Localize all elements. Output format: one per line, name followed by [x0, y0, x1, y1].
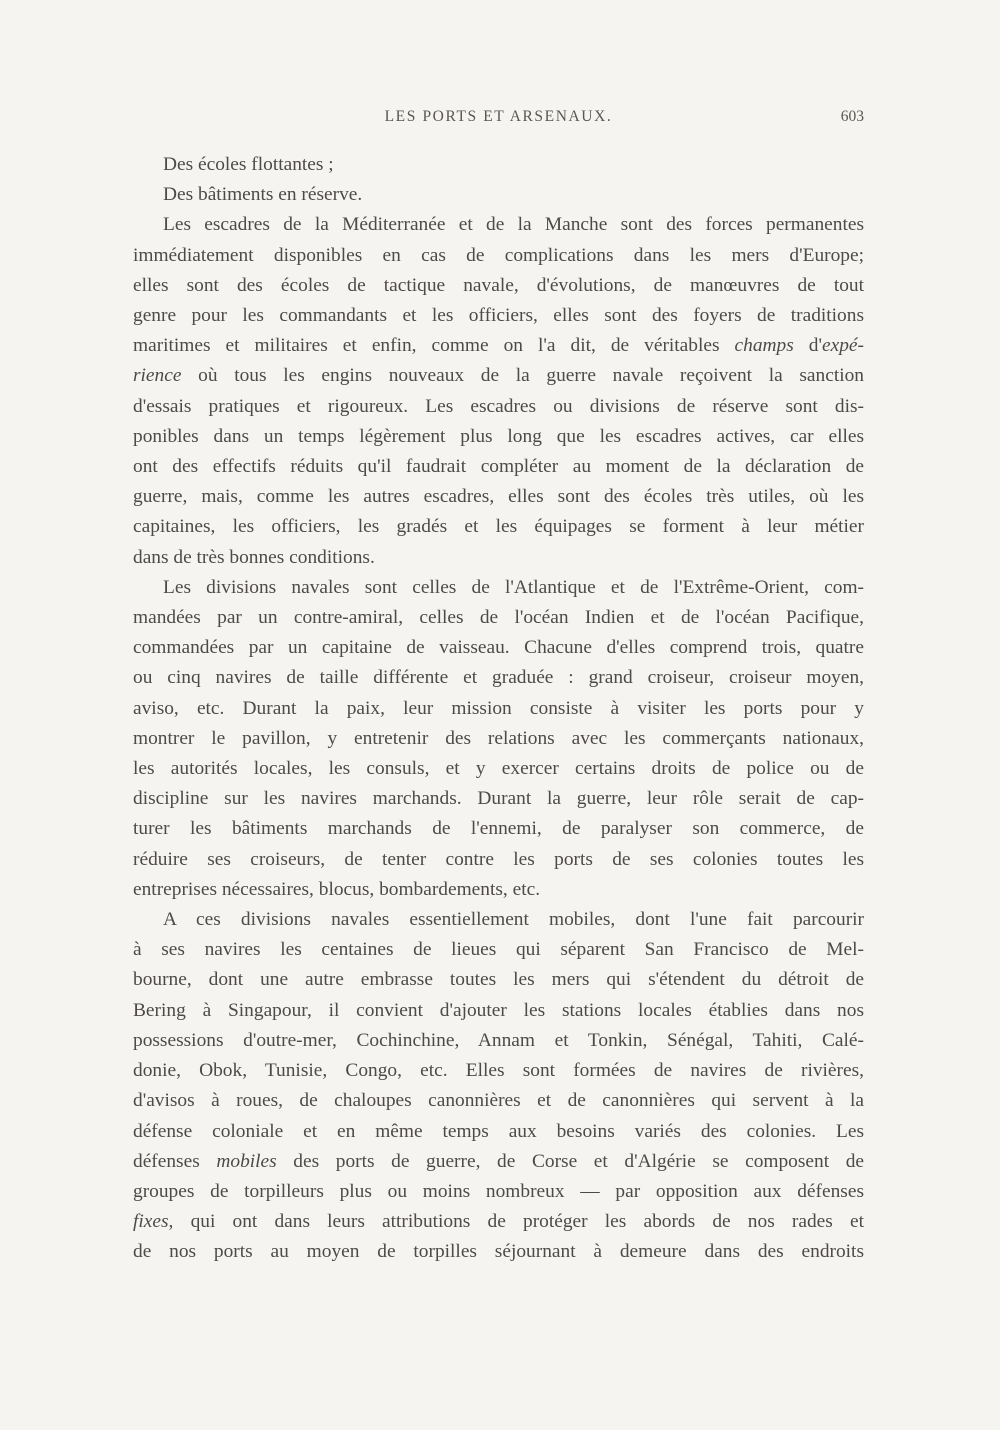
- running-head: [133, 108, 864, 132]
- running-title: LES PORTS ET ARSENAUX.: [384, 108, 613, 125]
- text-line: Bering à Singapour, il convient d'ajouter les stations locales établies dans nos: [133, 999, 864, 1021]
- text-line: elles sont des écoles de tactique navale, d'évolutions, de manœuvres de tout: [133, 274, 864, 296]
- text-line: bourne, dont une autre embrasse toutes les mers qui s'étendent du détroit de: [133, 969, 864, 991]
- paragraph-escadres: [133, 210, 864, 572]
- text-line: les autorités locales, les consuls, et y exercer certains droits de police ou de: [133, 758, 864, 780]
- text-line: [133, 1147, 864, 1177]
- text-line: A ces divisions navales essentiellement mobiles, dont l'une fait parcourir: [163, 909, 864, 931]
- text-line: dans de très bonnes conditions.: [133, 546, 375, 568]
- text-line: ponibles dans un temps légèrement plus long que les escadres actives, car elles: [133, 425, 864, 447]
- text-run: , qui ont dans leurs attributions de protéger les abords de nos rades et: [168, 1211, 864, 1233]
- italic-term: fixes: [133, 1211, 169, 1233]
- italic-term: champs: [734, 335, 794, 357]
- text-line: turer les bâtiments marchands de l'ennemi, de paralyser son commerce, de: [133, 818, 864, 840]
- text-line: [133, 331, 864, 361]
- text-run: des ports de guerre, de Corse et d'Algérie se composent de: [276, 1150, 865, 1172]
- paragraph-stations: [133, 905, 864, 1267]
- text-line: d'essais pratiques et rigoureux. Les escadres ou divisions de réserve sont dis-: [133, 395, 864, 417]
- italic-term: expé-: [822, 335, 864, 357]
- text-line: réduire ses croiseurs, de tenter contre les ports de ses colonies toutes les: [133, 848, 864, 870]
- text-line: Les escadres de la Méditerranée et de la Manche sont des forces permanentes: [163, 214, 864, 236]
- text-line: [133, 361, 864, 391]
- text-line: défense coloniale et en même temps aux besoins variés des colonies. Les: [133, 1120, 864, 1142]
- text-line: discipline sur les navires marchands. Durant la guerre, leur rôle serait de cap-: [133, 788, 864, 810]
- paragraph-divisions: [133, 573, 864, 905]
- body-text: [133, 150, 864, 1268]
- text-line: ont des effectifs réduits qu'il faudrait compléter au moment de la déclaration de: [133, 456, 864, 478]
- text-line: ou cinq navires de taille différente et graduée : grand croiseur, croiseur moyen,: [133, 667, 864, 689]
- text-line: d'avisos à roues, de chaloupes canonnières et de canonnières qui servent à la: [133, 1090, 864, 1112]
- text-line: commandées par un capitaine de vaisseau. Chacune d'elles comprend trois, quatre: [133, 637, 864, 659]
- text-run: où tous les engins nouveaux de la guerre navale reçoivent la sanction: [181, 365, 864, 387]
- text-run: d': [793, 335, 822, 357]
- text-line: possessions d'outre-mer, Cochinchine, Annam et Tonkin, Sénégal, Tahiti, Calé-: [133, 1029, 864, 1051]
- text-line: de nos ports au moyen de torpilles séjournant à demeure dans des endroits: [133, 1241, 864, 1263]
- text-line: immédiatement disponibles en cas de complications dans les mers d'Europe;: [133, 244, 864, 266]
- text-line: genre pour les commandants et les officiers, elles sont des foyers de traditions: [133, 305, 864, 327]
- text-line: guerre, mais, comme les autres escadres, elles sont des écoles très utiles, où les: [133, 486, 864, 508]
- text-run: maritimes et militaires et enfin, comme on l'a dit, de véritables: [133, 335, 720, 357]
- page-number: 603: [840, 108, 864, 125]
- text-line: à ses navires les centaines de lieues qui séparent San Francisco de Mel-: [133, 939, 864, 961]
- text-line: entreprises nécessaires, blocus, bombardements, etc.: [133, 878, 541, 900]
- text-line: mandées par un contre-amiral, celles de l'océan Indien et de l'océan Pacifique,: [133, 607, 864, 629]
- text-line: Les divisions navales sont celles de l'Atlantique et de l'Extrême-Orient, com-: [163, 576, 864, 598]
- list-item: Des bâtiments en réserve.: [163, 184, 363, 206]
- list-item: Des écoles flottantes ;: [163, 154, 334, 175]
- text-run: défenses: [133, 1150, 217, 1172]
- text-line: aviso, etc. Durant la paix, leur mission consiste à visiter les ports pour y: [133, 697, 864, 719]
- text-line: capitaines, les officiers, les gradés et les équipages se forment à leur métier: [133, 516, 864, 538]
- italic-term: rience: [133, 365, 182, 387]
- text-line: montrer le pavillon, y entretenir des relations avec les commerçants nationaux,: [133, 727, 864, 749]
- text-line: [133, 1207, 864, 1237]
- text-line: donie, Obok, Tunisie, Congo, etc. Elles sont formées de navires de rivières,: [133, 1060, 864, 1082]
- italic-term: mobiles: [216, 1150, 277, 1172]
- text-line: groupes de torpilleurs plus ou moins nombreux — par opposition aux défenses: [133, 1180, 864, 1202]
